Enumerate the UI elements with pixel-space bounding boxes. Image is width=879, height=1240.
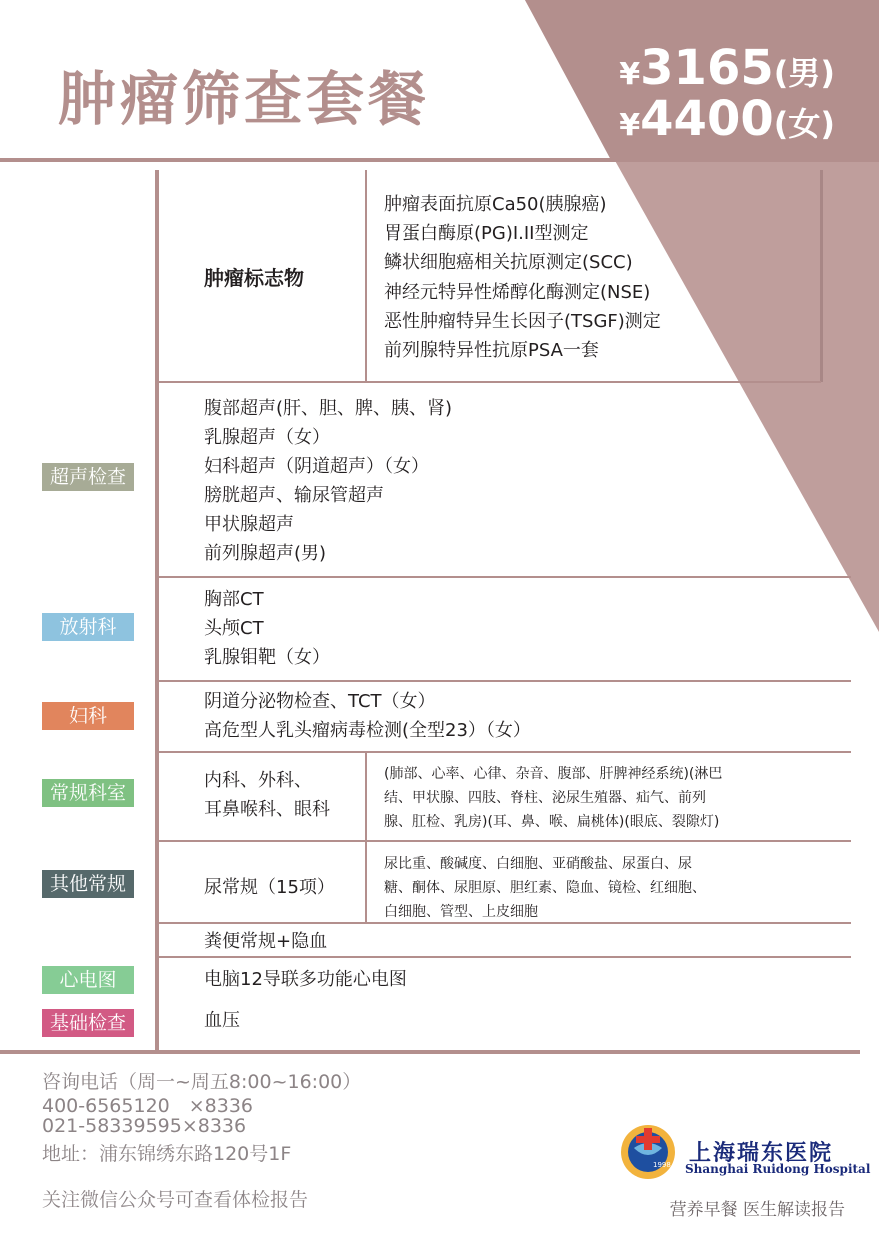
- ultrasound-item: 妇科超声（阴道超声）（女）: [204, 456, 429, 477]
- ecg-item: 电脑12导联多功能心电图: [204, 969, 407, 990]
- routine-dept-detail: 结、甲状腺、四肢、脊柱、泌尿生殖器、疝气、前列: [384, 790, 706, 806]
- category-ecg: 心电图: [42, 966, 134, 994]
- header-rule: [0, 158, 612, 162]
- page-title: 肿瘤筛查套餐: [58, 65, 431, 133]
- radiology-item: 乳腺钼靶（女）: [204, 647, 330, 668]
- basic-item: 血压: [204, 1010, 240, 1031]
- table-bottom-rule: [0, 1050, 860, 1054]
- phone-2: 021-58339595×8336: [42, 1115, 247, 1137]
- urine-detail: 白细胞、管型、上皮细胞: [384, 904, 538, 920]
- tumor-item: 恶性肿瘤特异生长因子(TSGF)测定: [384, 311, 661, 332]
- hospital-logo-icon: [621, 1125, 675, 1179]
- routine-inner-rule: [365, 753, 367, 923]
- gynecology-item: 高危型人乳头瘤病毒检测(全型23）（女）: [204, 720, 531, 741]
- category-other-routine: 其他常规: [42, 870, 134, 898]
- price-male: [619, 40, 835, 96]
- price-female: [619, 91, 835, 147]
- price-male-amount: 3165: [640, 40, 774, 96]
- tumor-markers-label: 肿瘤标志物: [204, 266, 304, 290]
- svg-text:1998: 1998: [653, 1161, 671, 1169]
- hospital-name-cn: 上海瑞东医院: [689, 1140, 834, 1166]
- tumor-item: 前列腺特异性抗原PSA一套: [384, 340, 599, 361]
- routine-dept-label: 耳鼻喉科、眼科: [204, 799, 330, 820]
- consult-hours: 咨询电话（周一~周五8:00~16:00）: [42, 1071, 362, 1093]
- price-female-amount: 4400: [640, 91, 774, 147]
- tumor-item: 胃蛋白酶原(PG)I.II型测定: [384, 223, 589, 244]
- yen-symbol: ¥: [619, 57, 641, 92]
- gynecology-item: 阴道分泌物检查、TCT（女）: [204, 691, 436, 712]
- category-ultrasound: 超声检查: [42, 463, 134, 491]
- ultrasound-item: 前列腺超声(男): [204, 543, 327, 564]
- ultrasound-item: 腹部超声(肝、胆、脾、胰、肾): [204, 398, 453, 419]
- rule-4: [159, 751, 851, 753]
- ultrasound-item: 甲状腺超声: [204, 514, 294, 535]
- wechat-note: 关注微信公众号可查看体检报告: [42, 1189, 309, 1211]
- category-radiology: 放射科: [42, 613, 134, 641]
- ultrasound-item: 膀胱超声、输尿管超声: [204, 485, 384, 506]
- routine-dept-detail: 腺、肛检、乳房)(耳、鼻、喉、扁桃体)(眼底、裂隙灯): [384, 814, 720, 830]
- ultrasound-item: 乳腺超声（女）: [204, 427, 330, 448]
- right-strip: [820, 170, 823, 382]
- radiology-item: 胸部CT: [204, 589, 264, 610]
- price-male-suffix: (男): [773, 54, 835, 92]
- price-female-suffix: (女): [773, 105, 835, 143]
- rule-2: [159, 576, 851, 578]
- urine-detail: 尿比重、酸碱度、白细胞、亚硝酸盐、尿蛋白、尿: [384, 856, 692, 872]
- tumor-item: 神经元特异性烯醇化酶测定(NSE): [384, 282, 651, 303]
- rule-3: [159, 680, 851, 682]
- phone-1: 400-6565120 ×8336: [42, 1095, 254, 1117]
- urine-label: 尿常规（15项）: [204, 877, 335, 898]
- services-note: 营养早餐 医生解读报告: [669, 1200, 845, 1220]
- tumor-item: 鳞状细胞癌相关抗原测定(SCC): [384, 252, 633, 273]
- address: 地址：浦东锦绣东路120号1F: [42, 1143, 292, 1165]
- category-routine-dept: 常规科室: [42, 779, 134, 807]
- urine-detail: 糖、酮体、尿胆原、胆红素、隐血、镜检、红细胞、: [384, 880, 706, 896]
- category-gynecology: 妇科: [42, 702, 134, 730]
- rule-1: [159, 381, 821, 383]
- category-basic: 基础检查: [42, 1009, 134, 1037]
- rule-5: [159, 840, 851, 842]
- routine-dept-label: 内科、外科、: [204, 770, 312, 791]
- radiology-item: 头颅CT: [204, 618, 264, 639]
- yen-symbol: ¥: [619, 108, 641, 143]
- stool-item: 粪便常规+隐血: [204, 931, 328, 952]
- table-left-rule: [155, 170, 159, 1052]
- tumor-inner-rule: [365, 170, 367, 382]
- hospital-name-en: Shanghai Ruidong Hospital: [685, 1162, 871, 1176]
- tumor-item: 肿瘤表面抗原Ca50(胰腺癌): [384, 194, 607, 215]
- routine-dept-detail: (肺部、心率、心律、杂音、腹部、肝脾神经系统)(淋巴: [384, 766, 723, 782]
